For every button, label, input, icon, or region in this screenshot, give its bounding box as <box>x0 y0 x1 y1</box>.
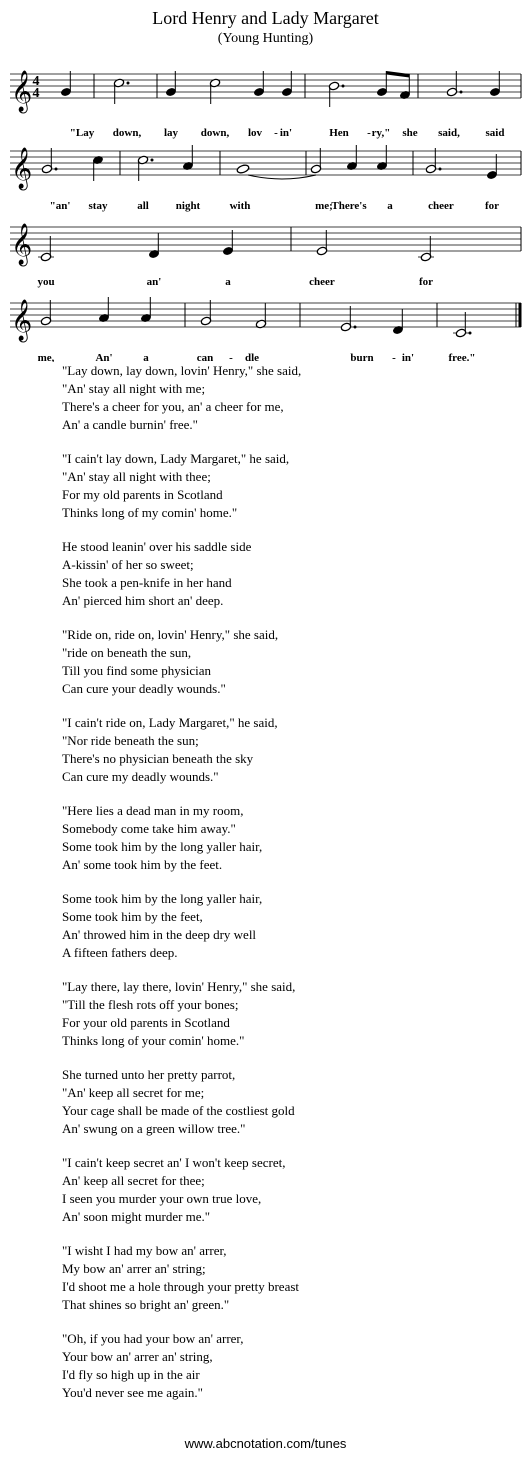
treble-clef-icon: 𝄞 <box>11 224 33 264</box>
note <box>140 297 151 323</box>
verse-line: "An' stay all night with thee; <box>62 469 211 484</box>
note <box>453 312 472 338</box>
lyric-syllable: - <box>392 352 396 362</box>
note <box>346 145 357 171</box>
verse-line: "I cain't ride on, Lady Margaret," he said, <box>62 715 278 730</box>
note <box>165 71 176 97</box>
verse-line: "Ride on, ride on, lovin' Henry," she said, <box>62 627 279 642</box>
lyric-syllable: "an' <box>49 200 71 212</box>
verse-line: "ride on beneath the sun, <box>62 645 192 660</box>
verse-line: She took a pen-knife in her hand <box>62 575 232 590</box>
note <box>392 309 403 335</box>
lyric-syllable: Hen <box>329 127 349 139</box>
verse-line: An' soon might murder me." <box>62 1209 211 1224</box>
staff <box>10 70 521 113</box>
note <box>310 148 321 174</box>
verse-line: "Till the flesh rots off your bones; <box>62 997 239 1012</box>
note <box>200 300 211 326</box>
lyric-syllable: dle <box>244 352 260 362</box>
lyric-syllable: a <box>143 352 149 362</box>
lyric-syllable: me; <box>315 200 333 212</box>
note <box>60 71 71 97</box>
verse-line: Thinks long of my comin' home." <box>62 505 238 520</box>
lyric-syllable: burn <box>350 352 374 362</box>
lyric-syllable: all <box>137 200 149 212</box>
note <box>446 71 462 97</box>
note-dot <box>439 168 442 171</box>
note-dot <box>55 168 58 171</box>
verse-line: He stood leanin' over his saddle side <box>62 539 252 554</box>
verse-line: Some took him by the long yaller hair, <box>62 891 263 906</box>
note <box>113 78 129 104</box>
lyric-syllable: ry," <box>371 127 391 139</box>
verse-stanza <box>62 1066 301 1138</box>
lyric-syllable: in' <box>279 127 293 139</box>
note-dot <box>151 159 154 162</box>
lyric-syllable: said, <box>438 127 460 139</box>
staff <box>10 147 521 190</box>
lyric-syllable: lov <box>247 127 263 139</box>
lyric-syllable: said <box>485 127 505 139</box>
verse-line: An' swung on a green willow tree." <box>62 1121 246 1136</box>
song-subtitle: (Young Hunting) <box>217 31 314 46</box>
note <box>340 306 356 332</box>
note <box>41 148 57 174</box>
verse-line: I'd shoot me a hole through your pretty breast <box>62 1279 300 1294</box>
note <box>182 145 193 171</box>
lyric-syllable: - <box>367 127 371 139</box>
verse-line: An' some took him by the feet. <box>62 857 223 872</box>
lyric-syllable: in' <box>401 352 415 362</box>
lyric-syllable: for <box>484 200 500 212</box>
verse-stanza <box>62 714 301 786</box>
lyric-syllable: lay <box>163 127 179 139</box>
lyric-syllable: There's <box>331 200 367 212</box>
verse-line: Somebody come take him away." <box>62 821 236 836</box>
lyric-syllable: down, <box>200 127 230 139</box>
verse-line: An' pierced him short an' deep. <box>62 593 224 608</box>
verse-line: "I wisht I had my bow an' arrer, <box>62 1243 227 1258</box>
verse-stanza <box>62 1154 301 1226</box>
footer-url[interactable]: www.abcnotation.com/tunes <box>184 1436 347 1451</box>
note <box>137 155 153 181</box>
note <box>399 74 410 100</box>
note-dot <box>469 332 472 335</box>
verse-line: An' keep all secret for thee; <box>62 1173 205 1188</box>
verse-line: An' a candle burnin' free." <box>62 417 198 432</box>
lyric-syllable: - <box>274 127 278 139</box>
lyric-syllable: down, <box>112 127 142 139</box>
note <box>38 236 54 262</box>
lyric-syllable: a <box>225 276 231 288</box>
treble-clef-icon: 𝄞 <box>11 300 33 340</box>
lyric-syllable: cheer <box>309 276 335 288</box>
verse-stanza <box>62 1242 301 1314</box>
verse-line: Can cure my deadly wounds." <box>62 769 219 784</box>
note <box>253 71 264 97</box>
note <box>489 71 500 97</box>
note <box>92 155 103 181</box>
verse-line: "Lay down, lay down, lovin' Henry," she said, <box>62 363 302 378</box>
verse-stanza <box>62 626 301 698</box>
verse-line: You'd never see me again." <box>62 1385 203 1400</box>
verse-line: That shines so bright an' green." <box>62 1297 230 1312</box>
sheet-music <box>0 0 531 362</box>
verse-line: "Oh, if you had your bow an' arrer, <box>62 1331 244 1346</box>
note-dot <box>342 85 345 88</box>
tie <box>248 175 316 179</box>
verse-line: "I cain't lay down, Lady Margaret," he said, <box>62 451 290 466</box>
lyric-syllable: cheer <box>428 200 454 212</box>
verse-stanza <box>62 538 301 610</box>
verse-line: Till you find some physician <box>62 663 212 678</box>
note <box>222 230 233 256</box>
verse-line: "Here lies a dead man in my room, <box>62 803 244 818</box>
note-beam <box>386 71 409 78</box>
verse-line: "An' stay all night with me; <box>62 381 206 396</box>
verse-line: Can cure your deadly wounds." <box>62 681 226 696</box>
lyric-syllable: for <box>418 276 434 288</box>
note <box>316 230 327 256</box>
verse-stanza <box>62 450 301 522</box>
verse-line: Thinks long of your comin' home." <box>62 1033 245 1048</box>
verses-block <box>62 362 301 1418</box>
note <box>418 236 434 262</box>
lyric-syllable: stay <box>88 200 108 212</box>
note-dot <box>354 326 357 329</box>
note <box>236 164 250 174</box>
treble-clef-icon: 𝄞 <box>11 71 33 111</box>
verse-stanza <box>62 978 301 1050</box>
verse-line: A-kissin' of her so sweet; <box>62 557 194 572</box>
note <box>486 154 497 180</box>
note <box>328 81 344 107</box>
lyric-syllable: - <box>229 352 233 362</box>
lyric-syllable: with <box>229 200 251 212</box>
note <box>98 297 109 323</box>
note <box>40 300 51 326</box>
verse-line: For your old parents in Scotland <box>62 1015 230 1030</box>
verse-line: An' throwed him in the deep dry well <box>62 927 257 942</box>
verse-line: "Nor ride beneath the sun; <box>62 733 199 748</box>
lyric-syllable: an' <box>146 276 162 288</box>
verse-line: Some took him by the long yaller hair, <box>62 839 263 854</box>
time-signature-top: 4 <box>32 74 40 89</box>
verse-stanza <box>62 362 301 434</box>
verse-stanza <box>62 890 301 962</box>
verse-stanza <box>62 802 301 874</box>
verse-line: There's no physician beneath the sky <box>62 751 254 766</box>
verse-line: My bow an' arrer an' string; <box>62 1261 206 1276</box>
lyric-syllable: An' <box>95 352 113 362</box>
lyric-syllable: a <box>387 200 393 212</box>
lyric-syllable: can <box>196 352 214 362</box>
staff <box>10 223 521 266</box>
lyric-syllable: night <box>175 200 201 212</box>
note <box>255 303 266 329</box>
lyric-syllable: me, <box>37 352 55 362</box>
verse-line: "I cain't keep secret an' I won't keep secret, <box>62 1155 286 1170</box>
lyric-syllable: "Lay <box>69 127 95 139</box>
note <box>209 78 220 104</box>
note-head <box>236 164 250 174</box>
note-dot <box>460 91 463 94</box>
verse-line: "An' keep all secret for me; <box>62 1085 205 1100</box>
treble-clef-icon: 𝄞 <box>11 148 33 188</box>
verse-line: Some took him by the feet, <box>62 909 203 924</box>
verse-stanza <box>62 1330 301 1402</box>
verse-line: She turned unto her pretty parrot, <box>62 1067 236 1082</box>
verse-line: Your bow an' arrer an' string, <box>62 1349 213 1364</box>
verse-line: There's a cheer for you, an' a cheer for me, <box>62 399 284 414</box>
song-title: Lord Henry and Lady Margaret <box>152 8 379 28</box>
note <box>376 145 387 171</box>
lyric-syllable: you <box>37 276 55 288</box>
note-dot <box>127 82 130 85</box>
time-signature-bottom: 4 <box>32 86 40 101</box>
verse-line: A fifteen fathers deep. <box>62 945 178 960</box>
lyric-syllable: free." <box>448 352 476 362</box>
note <box>425 148 441 174</box>
note <box>148 233 159 259</box>
verse-line: Your cage shall be made of the costliest gold <box>62 1103 295 1118</box>
verse-line: I'd fly so high up in the air <box>62 1367 200 1382</box>
note <box>281 71 292 97</box>
note <box>376 71 387 97</box>
lyric-syllable: she <box>402 127 418 139</box>
verse-line: For my old parents in Scotland <box>62 487 223 502</box>
verse-line: "Lay there, lay there, lovin' Henry," she said, <box>62 979 296 994</box>
verse-line: I seen you murder your own true love, <box>62 1191 262 1206</box>
